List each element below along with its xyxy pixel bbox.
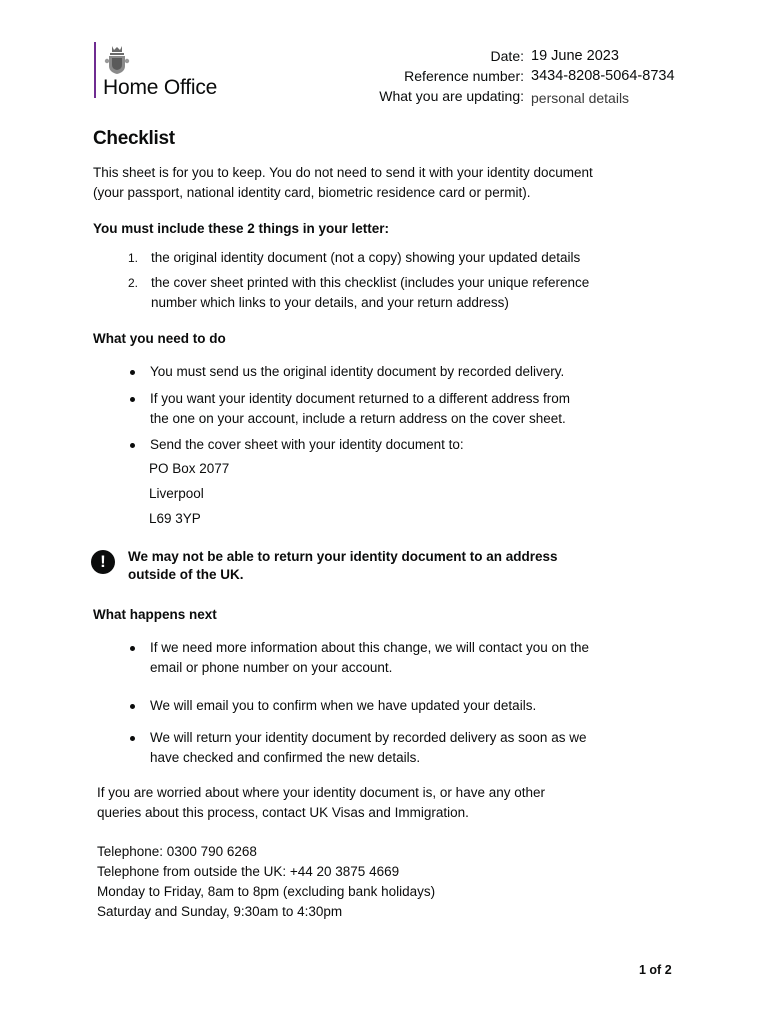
bullet-dot (130, 397, 135, 402)
item-text (151, 273, 668, 313)
todo-item (128, 362, 668, 382)
todo-heading: What you need to do (93, 331, 226, 346)
item-text (150, 696, 668, 716)
item-line: If we need more information about this change, we will contact you on the (150, 640, 590, 655)
todo-item (128, 389, 668, 429)
updating-label: What you are updating: (379, 88, 524, 104)
item-number: 2. (128, 276, 139, 290)
page-number: 1 of 2 (639, 963, 672, 977)
contact-details (97, 842, 435, 922)
document-metadata (360, 48, 710, 108)
item-line: If you want your identity document returned to a different address from (150, 391, 570, 406)
date-row (360, 48, 710, 68)
item-line: have checked and confirmed the new details. (150, 750, 421, 765)
bullet-dot (130, 646, 135, 651)
include-heading: You must include these 2 things in your letter: (93, 221, 390, 236)
logo-text: Home Office (103, 76, 218, 99)
item-text (150, 638, 668, 678)
address-line: PO Box 2077 (149, 461, 230, 476)
worried-paragraph (97, 783, 545, 823)
item-line: You must send us the original identity document by recorded delivery. (150, 364, 565, 379)
next-item (128, 696, 668, 716)
item-line: Send the cover sheet with your identity document to: (150, 437, 464, 452)
reference-value: 3434-8208-5064-8734 (531, 68, 675, 84)
contact-line: Telephone from outside the UK: +44 20 3875 4669 (97, 864, 400, 879)
bullet-dot (130, 704, 135, 709)
intro-line: (your passport, national identity card, biometric residence card or permit). (93, 185, 531, 200)
warning-line: outside of the UK. (128, 567, 244, 582)
next-heading: What happens next (93, 607, 217, 622)
intro-line: This sheet is for you to keep. You do not need to send it with your identity document (93, 165, 593, 180)
date-value: 19 June 2023 (531, 48, 619, 64)
next-item (128, 728, 668, 768)
royal-crest-icon (104, 44, 130, 76)
item-text (150, 435, 668, 455)
item-text (150, 362, 668, 382)
logo-bar (94, 42, 96, 98)
item-line: number which links to your details, and your return address) (151, 295, 509, 310)
next-item (128, 638, 668, 678)
reference-label: Reference number: (404, 68, 524, 84)
warning-text (128, 548, 608, 584)
item-line: email or phone number on your account. (150, 660, 393, 675)
exclamation-icon: ! (91, 550, 115, 574)
item-number: 1. (128, 251, 139, 265)
contact-line: Telephone: 0300 790 6268 (97, 844, 257, 859)
todo-item (128, 435, 668, 455)
page-title: Checklist (93, 128, 175, 149)
item-text (150, 728, 668, 768)
contact-line: Monday to Friday, 8am to 8pm (excluding bank holidays) (97, 884, 436, 899)
warning-line: We may not be able to return your identity document to an address (128, 549, 558, 564)
worried-line: queries about this process, contact UK Visas and Immigration. (97, 805, 469, 820)
bullet-dot (130, 443, 135, 448)
item-line: the original identity document (not a copy) showing your updated details (151, 250, 581, 265)
item-line: We will email you to confirm when we have updated your details. (150, 698, 537, 713)
item-text (150, 389, 668, 429)
bullet-dot (130, 736, 135, 741)
item-line: We will return your identity document by recorded delivery as soon as we (150, 730, 587, 745)
address-line: Liverpool (149, 486, 204, 501)
item-text (151, 248, 668, 268)
address-line: L69 3YP (149, 511, 201, 526)
include-item (128, 273, 668, 313)
contact-line: Saturday and Sunday, 9:30am to 4:30pm (97, 904, 343, 919)
intro-paragraph (93, 163, 593, 203)
item-line: the one on your account, include a return address on the cover sheet. (150, 411, 566, 426)
bullet-dot (130, 370, 135, 375)
reference-row (360, 68, 710, 88)
include-item (128, 248, 668, 268)
item-line: the cover sheet printed with this checklist (includes your unique reference (151, 275, 590, 290)
worried-line: If you are worried about where your identity document is, or have any other (97, 785, 545, 800)
updating-value: personal details (531, 90, 630, 106)
updating-row (360, 88, 710, 108)
date-label: Date: (490, 48, 524, 64)
